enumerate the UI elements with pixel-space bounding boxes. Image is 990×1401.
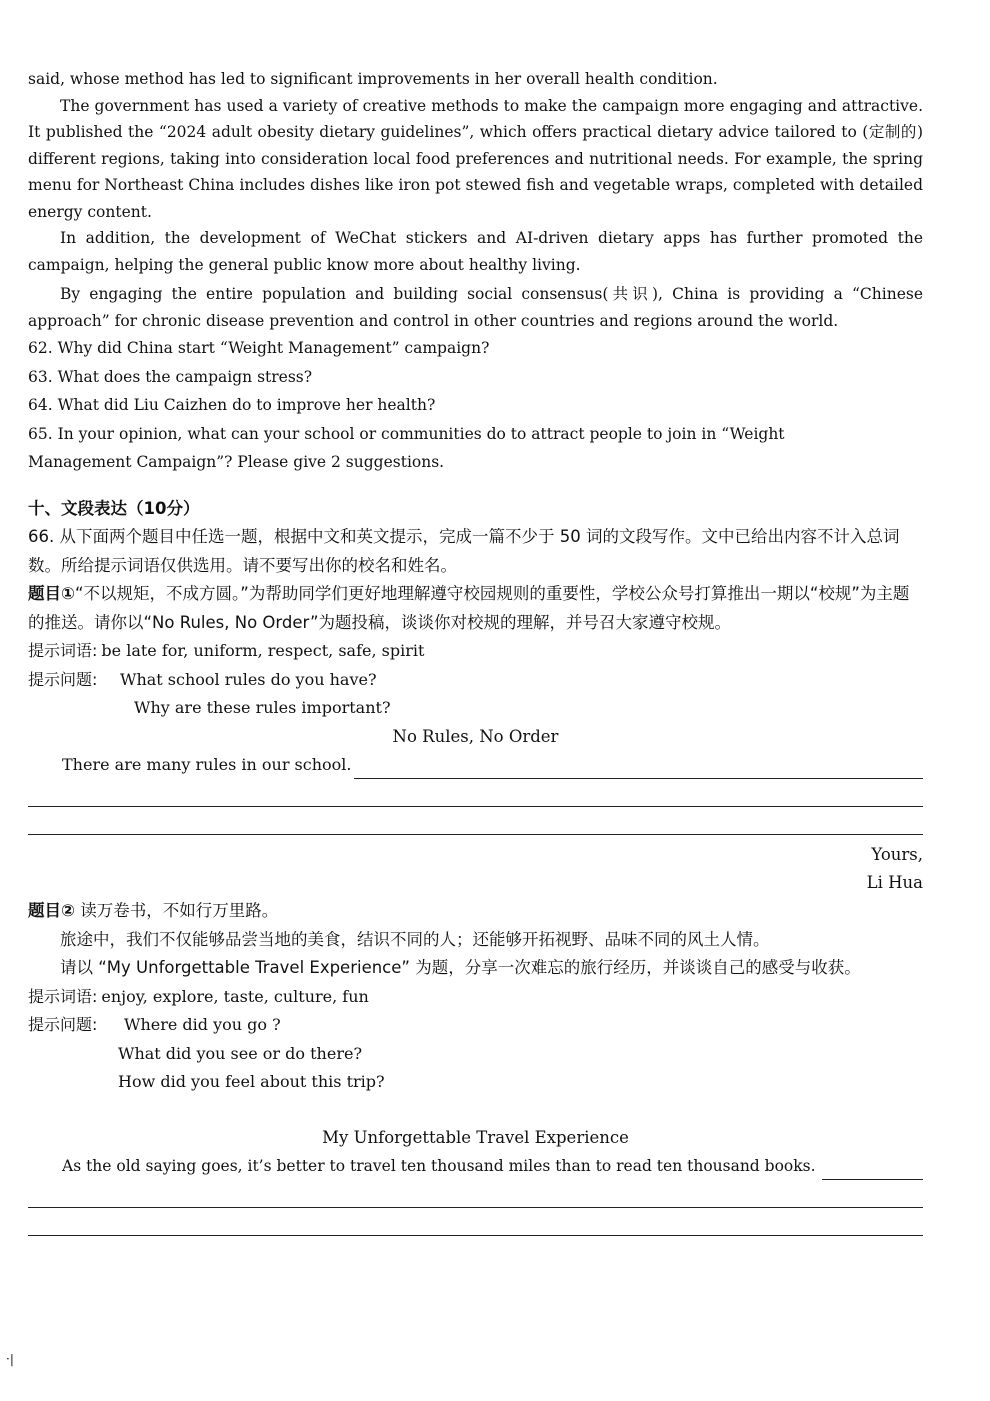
topic2-heading: 读万卷书，不如行万里路。 [80, 901, 279, 920]
hint-question: Where did you go ? [124, 1015, 281, 1034]
essay-opening: There are many rules in our school. [62, 755, 352, 774]
topic1-label: 题目① [28, 584, 75, 603]
hint-questions-label: 提示问题: [28, 1015, 98, 1034]
writing-line[interactable] [28, 807, 923, 835]
hint-words-label: 提示词语: [28, 986, 98, 1006]
passage-paragraph: said, whose method has led to significant improvements in her overall health condition. [28, 70, 718, 88]
passage-paragraph: In addition, the development of WeChat stickers and AI-driven dietary apps has further promoted the campaign, helping the general public know more about healthy living. [28, 229, 923, 274]
hint-words: be late for, uniform, respect, safe, spirit [101, 641, 425, 660]
letter-closing: Yours, [871, 845, 923, 864]
hint-words-label: 提示词语: [28, 641, 98, 660]
writing-line[interactable] [28, 779, 923, 807]
hint-question: What school rules do you have? [120, 669, 377, 689]
hint-words: enjoy, explore, taste, culture, fun [101, 986, 369, 1006]
hint-questions-label: 提示问题: [28, 669, 98, 689]
passage-paragraph: By engaging the entire population and building social consensus(共识), China is providing a “Chinese approach” for chronic disease prevention and control in other countries and regions around the world. [28, 285, 923, 330]
essay-title: My Unforgettable Travel Experience [322, 1127, 629, 1147]
essay-title: No Rules, No Order [392, 726, 559, 746]
section-title: 十、文段表达（10分） [28, 498, 200, 518]
question-63: 63. What does the campaign stress? [28, 367, 313, 386]
writing-line[interactable] [822, 1161, 923, 1180]
hint-question: What did you see or do there? [118, 1043, 363, 1063]
question-65: 65. In your opinion, what can your school or communities do to attract people to join in “Weight Management Campaign”? Please give 2 suggestions. [28, 424, 785, 471]
writing-line[interactable] [354, 760, 924, 779]
topic2-line: 请以 “My Unforgettable Travel Experience” 为题，分享一次难忘的旅行经历，并谈谈自己的感受与收获。 [60, 958, 861, 977]
writing-line[interactable] [28, 1208, 923, 1236]
question-62: 62. Why did China start “Weight Management” campaign? [28, 339, 490, 357]
exam-page [28, 66, 923, 1236]
hint-question: Why are these rules important? [134, 698, 391, 717]
topic2-label: 题目② [28, 901, 75, 920]
writing-line[interactable] [28, 1180, 923, 1208]
passage-paragraph: The government has used a variety of creative methods to make the campaign more engaging and attractive. It published the “2024 adult obesity dietary guidelines”, which offers practical dietary advice tailored to (定制的) different regions, taking into consideration local food preferences and nutritional needs. For example, the spring menu for Northeast China includes dishes like iron pot stewed fish and vegetable wraps, completed with detailed energy content. [28, 96, 923, 221]
letter-signature: Li Hua [866, 873, 923, 892]
section-instruction: 66. 从下面两个题目中任选一题，根据中文和英文提示，完成一篇不少于 50 词的文段写作。文中已给出内容不计入总词数。所给提示词语仅供选用。请不要写出你的校名和姓名。 [28, 527, 900, 575]
hint-question: How did you feel about this trip? [118, 1072, 385, 1091]
question-64: 64. What did Liu Caizhen do to improve her health? [28, 396, 436, 414]
essay-opening: As the old saying goes, it’s better to travel ten thousand miles than to read ten thousand books. [62, 1157, 816, 1175]
page-mark: ·| [6, 1352, 14, 1366]
topic2-line: 旅途中，我们不仅能够品尝当地的美食，结识不同的人；还能够开拓视野、品味不同的风土人情。 [60, 929, 770, 949]
topic1-text: “不以规矩，不成方圆。”为帮助同学们更好地理解遵守校园规则的重要性，学校公众号打算推出一期以“校规”为主题的推送。请你以“No Rules, No Order”为题投稿，谈谈你对校规的理解，并号召大家遵守校规。 [28, 584, 910, 632]
